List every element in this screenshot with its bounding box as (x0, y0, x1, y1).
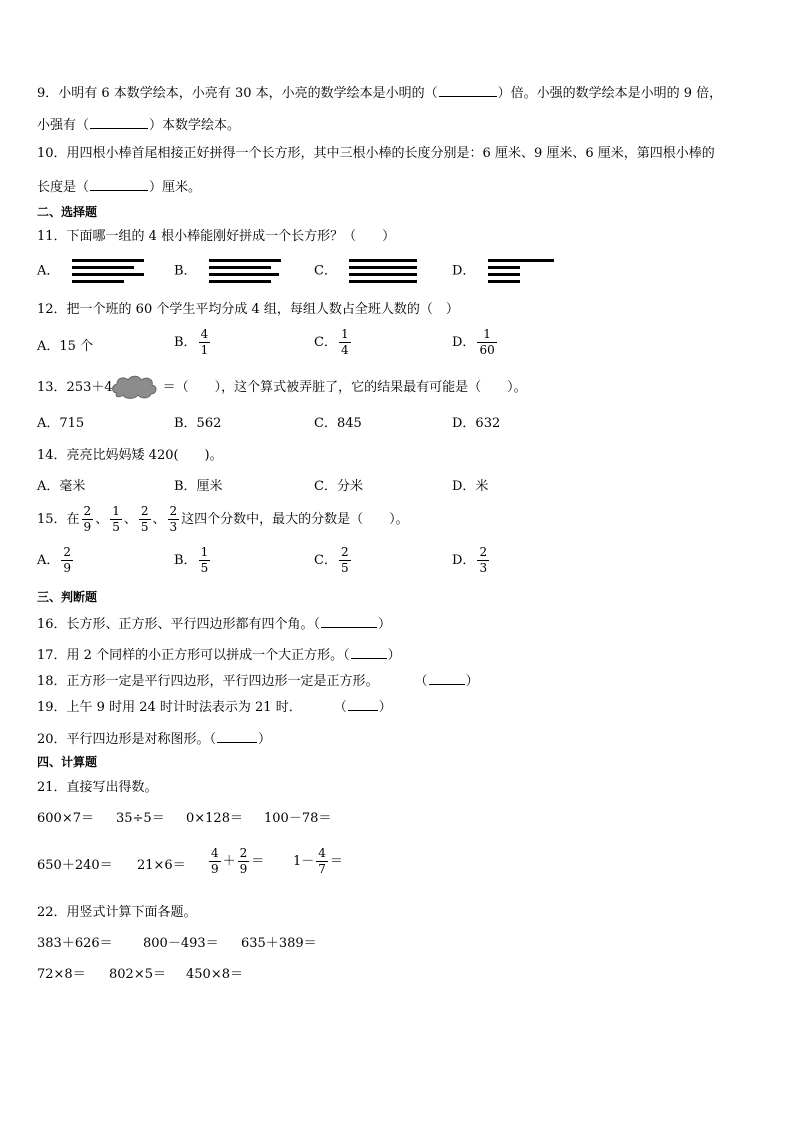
calc-item: 650＋240＝ (37, 858, 113, 873)
calc-item: 600×7＝ (37, 811, 94, 826)
q11-option-c[interactable]: C． (314, 259, 417, 283)
fraction: $\frac{1}{5}$ (200, 545, 209, 575)
calc-item: 802×5＝ (109, 967, 166, 982)
fraction: $\frac{1}{60}$ (479, 327, 495, 357)
fraction: $\frac{2}{9}$ (63, 545, 72, 575)
calc-item: 100－78＝ (264, 811, 332, 826)
sticks-figure (349, 259, 417, 283)
q15-option-b[interactable]: B． $\frac{1}{5}$ (174, 545, 209, 575)
q14-question: 14．亮亮比妈妈矮 420( )。 (37, 448, 223, 463)
q11-option-a[interactable]: A． (37, 259, 144, 283)
q14-option-c[interactable]: C．分米 (314, 479, 363, 494)
q20-question: 20．平行四边形是对称图形。（ ） (37, 728, 271, 749)
calc-item: 35÷5＝ (116, 811, 165, 826)
section-heading-calc: 四、计算题 (37, 755, 98, 769)
q22-question: 22．用竖式计算下面各题。 (37, 905, 197, 920)
q21-question: 21．直接写出得数。 (37, 780, 158, 795)
calc-item: 635＋389＝ (241, 936, 317, 951)
calc-item: 800－493＝ (143, 936, 219, 951)
fraction: $\frac{4}{1}$ (200, 327, 209, 357)
q15-option-d[interactable]: D． $\frac{2}{3}$ (452, 545, 488, 575)
q15-option-a[interactable]: A． $\frac{2}{9}$ (37, 545, 72, 575)
section-heading-judge: 三、判断题 (37, 590, 98, 604)
smudge-cloud-icon (109, 373, 159, 401)
q13-option-c[interactable]: C．845 (314, 416, 362, 431)
q12-option-c[interactable]: C． $\frac{1}{4}$ (314, 327, 349, 357)
q19-question: 19．上午 9 时用 24 时计时法表示为 21 时． （ ） (37, 696, 392, 717)
q13-option-b[interactable]: B．562 (174, 416, 222, 431)
q11-option-b[interactable]: B． (174, 259, 281, 283)
fraction: $\frac{2}{5}$ (140, 504, 149, 534)
q18-question: 18．正方形一定是平行四边形，平行四边形一定是正方形。 （ ） (37, 670, 479, 691)
q14-option-d[interactable]: D．米 (452, 479, 489, 494)
fraction: $\frac{1}{4}$ (340, 327, 349, 357)
fraction: $\frac{2}{5}$ (340, 545, 349, 575)
sticks-figure (72, 259, 144, 283)
fraction: $\frac{2}{3}$ (169, 504, 178, 534)
q13-option-a[interactable]: A．715 (37, 416, 85, 431)
calc-item: 450×8＝ (186, 967, 243, 982)
answer-blank[interactable] (348, 696, 378, 711)
q10-line1: 10．用四根小棒首尾相接正好拼得一个长方形，其中三根小棒的长度分别是：6 厘米、9 厘米、6 厘米，第四根小棒的 (37, 146, 715, 161)
fraction: $\frac{2}{9}$ (83, 504, 92, 534)
q12-question: 12．把一个班的 60 个学生平均分成 4 组，每组人数占全班人数的（ ） (37, 302, 459, 317)
fraction: $\frac{4}{9}$ (211, 846, 219, 876)
calc-item: 72×8＝ (37, 967, 86, 982)
answer-blank[interactable] (90, 176, 148, 191)
sticks-figure (488, 259, 554, 283)
q11-question: 11．下面哪一组的 4 根小棒能刚好拼成一个长方形？（ ） (37, 229, 396, 244)
calc-item: 1－ $\frac{4}{7}$ ＝ (293, 846, 343, 876)
q10-line2: 长度是（ ）厘米。 (37, 176, 201, 197)
answer-blank[interactable] (217, 728, 257, 743)
q13-option-d[interactable]: D．632 (452, 416, 501, 431)
q12-option-d[interactable]: D． $\frac{1}{60}$ (452, 327, 495, 357)
q12-option-b[interactable]: B． $\frac{4}{1}$ (174, 327, 209, 357)
answer-blank[interactable] (90, 114, 148, 129)
q15-option-c[interactable]: C． $\frac{2}{5}$ (314, 545, 349, 575)
q14-option-a[interactable]: A．毫米 (37, 479, 86, 494)
answer-blank[interactable] (439, 82, 497, 97)
q11-option-d[interactable]: D． (452, 259, 554, 283)
q9-line2: 小强有（ ）本数学绘本。 (37, 114, 240, 135)
calc-item: 383＋626＝ (37, 936, 113, 951)
q14-option-b[interactable]: B．厘米 (174, 479, 223, 494)
calc-item: $\frac{4}{9}$ ＋ $\frac{2}{9}$ ＝ (211, 846, 265, 876)
q12-option-a[interactable]: A．15 个 (37, 339, 94, 354)
answer-blank[interactable] (351, 644, 387, 659)
q15-question: 15．在 $\frac{2}{9}$ 、 $\frac{1}{5}$ 、 $\frac{2}{5}$ 、 $\frac{2}{3}$ 这四个分数中，最大的分数是（ ）。 (37, 504, 409, 534)
fraction: $\frac{2}{3}$ (479, 545, 488, 575)
calc-item: 21×6＝ (137, 858, 186, 873)
section-heading-choice: 二、选择题 (37, 205, 98, 219)
answer-blank[interactable] (429, 670, 465, 685)
sticks-figure (209, 259, 281, 283)
q13-question: 13．253＋4 ＝（ ），这个算式被弄脏了，它的结果最有可能是（ ）。 (37, 380, 527, 395)
answer-blank[interactable] (321, 613, 377, 628)
q17-question: 17．用 2 个同样的小正方形可以拼成一个大正方形。（ ） (37, 644, 401, 665)
calc-item: 0×128＝ (186, 811, 243, 826)
fraction: $\frac{1}{5}$ (112, 504, 120, 534)
fraction: $\frac{2}{9}$ (239, 846, 248, 876)
q16-question: 16．长方形、正方形、平行四边形都有四个角。（ ） (37, 613, 391, 634)
fraction: $\frac{4}{7}$ (318, 846, 326, 876)
q9-line1: 9．小明有 6 本数学绘本，小亮有 30 本，小亮的数学绘本是小明的（ ）倍。小强的数学绘本是小明的 9 倍， (37, 82, 722, 103)
